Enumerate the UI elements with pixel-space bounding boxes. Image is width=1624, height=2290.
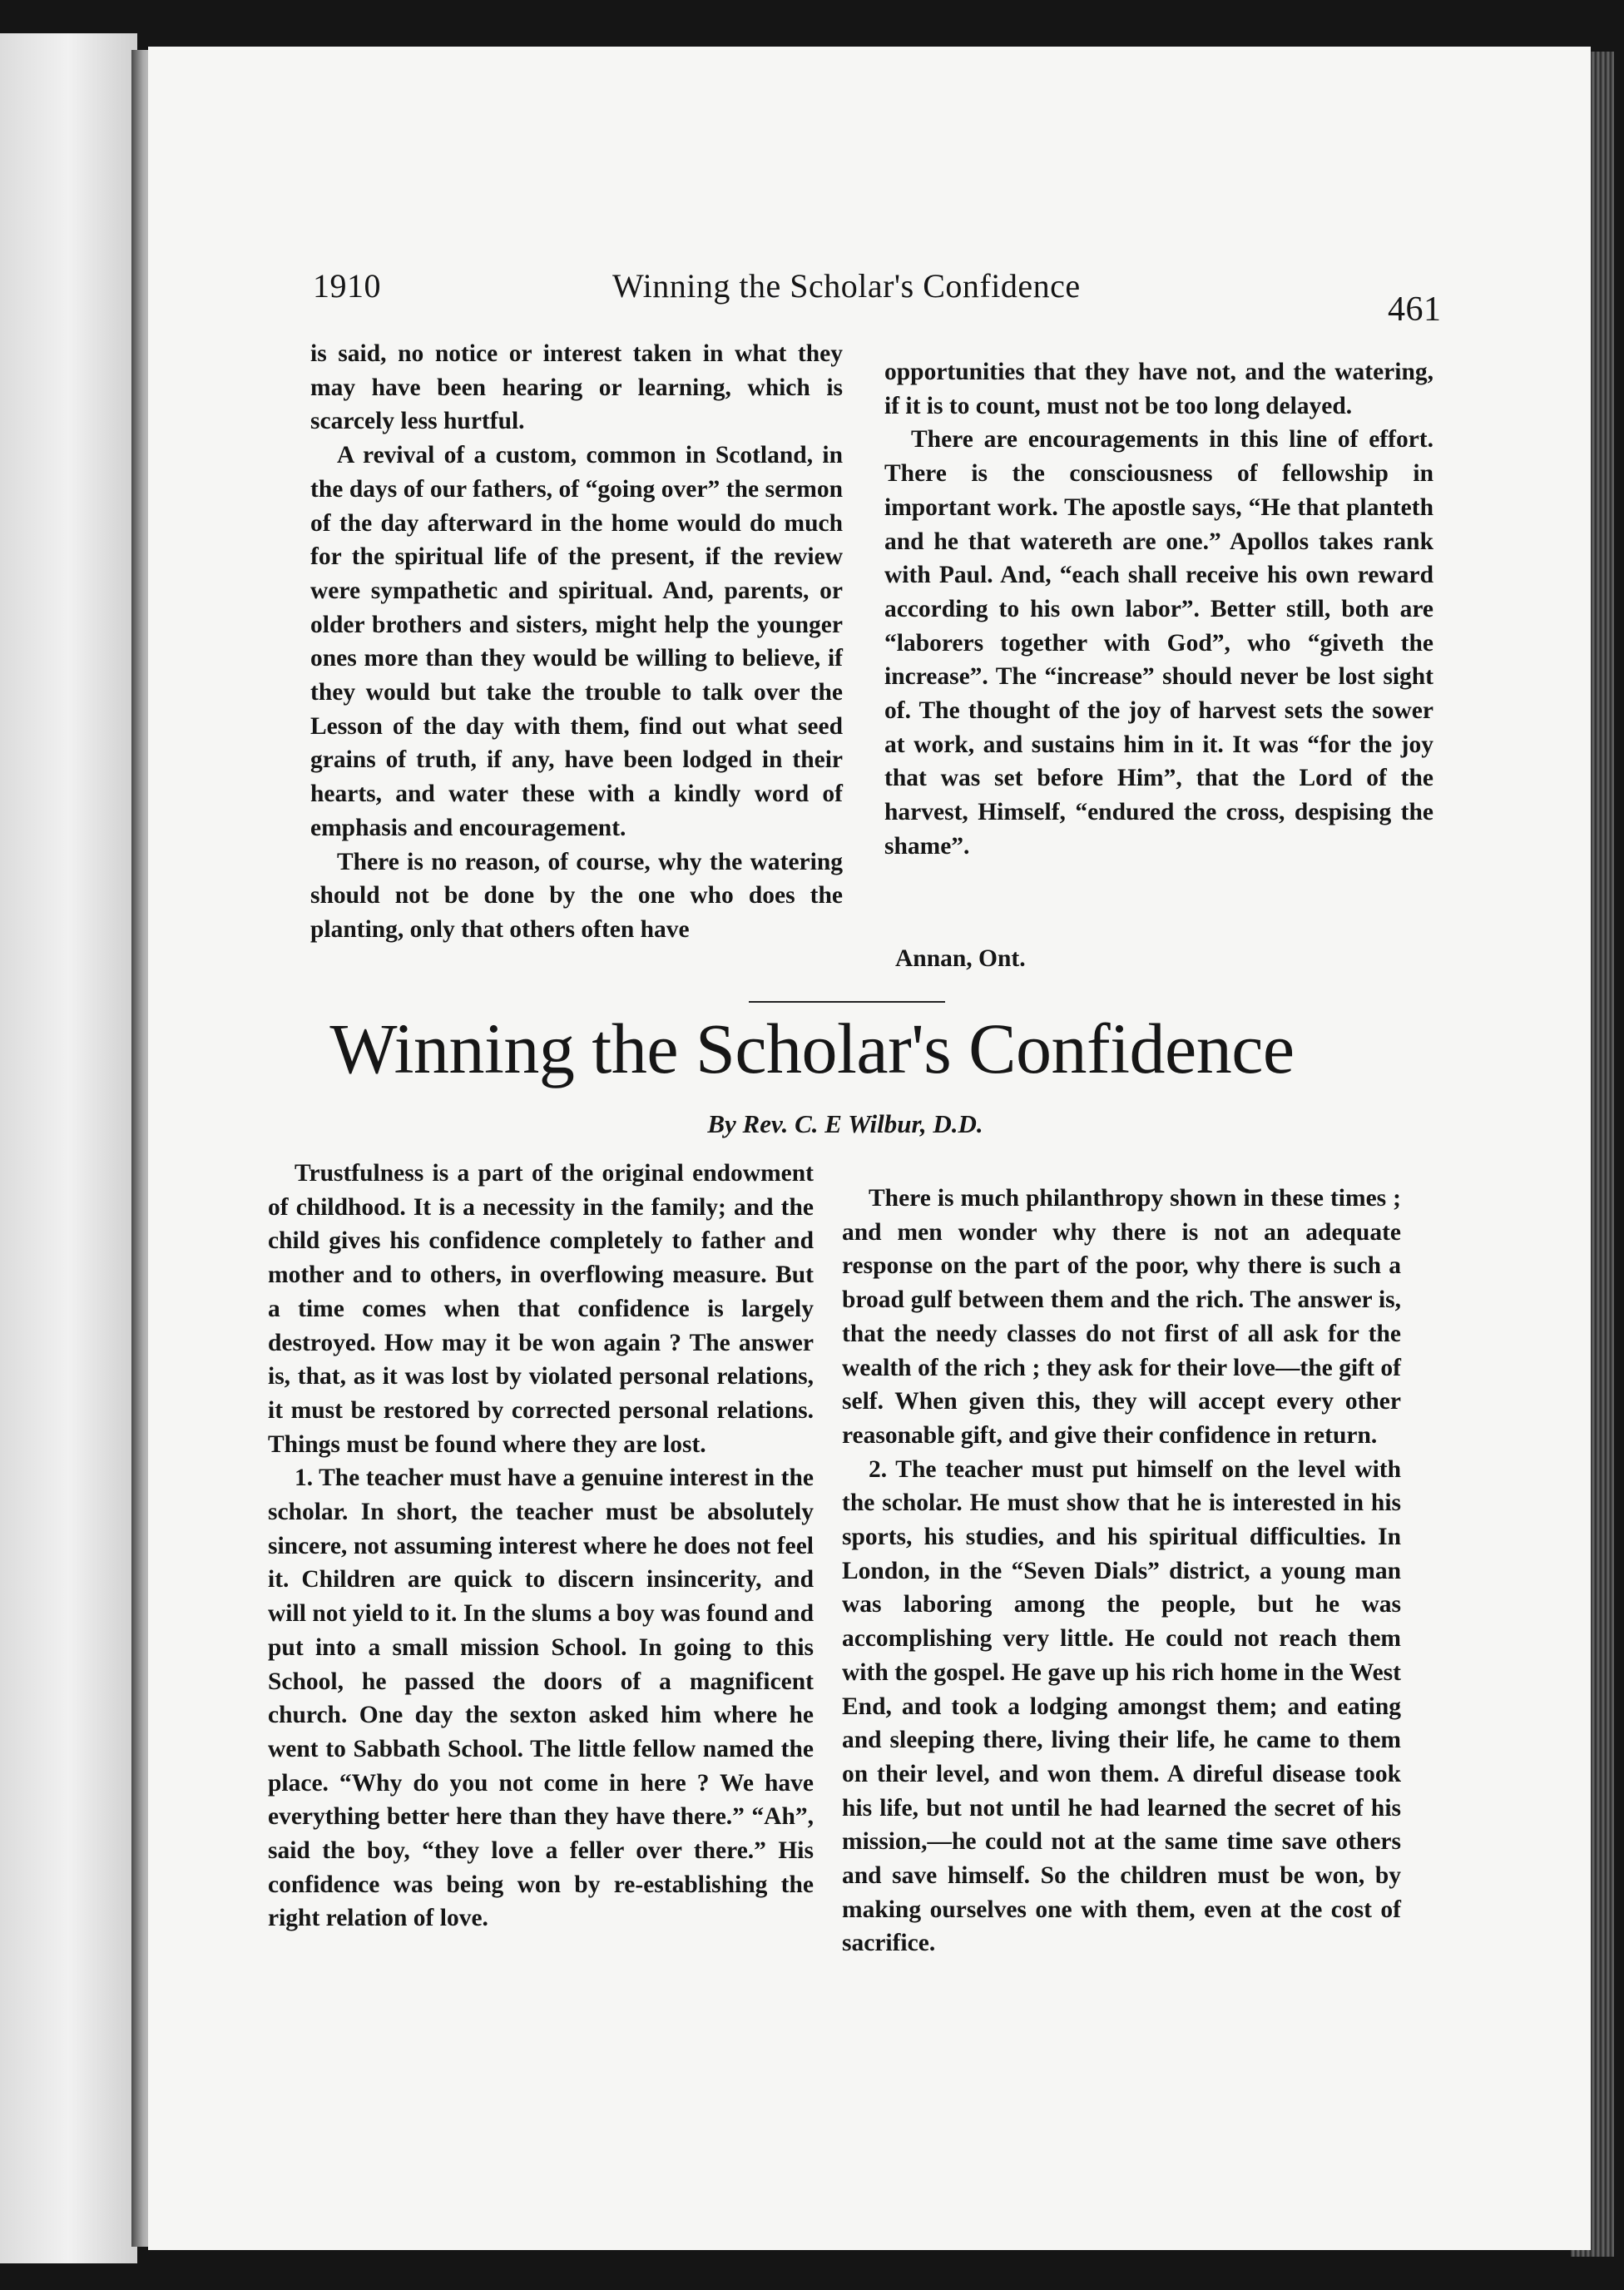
paragraph: 2. The teacher must put himself on the level with the scholar. He must show that he is interested in his sports, his studies, and his spiritual difficulties. In London, in the “Seven Dials” district, a young man was laboring among the people, but he was accomplishing very little. He could not reach them with the gospel. He gave up his rich home in the West End, and took a lodging amongst them; and eating and sleeping there, living their life, he came to them on their level, and won them. A direful disease took his life, but not until he had learned the secret of his mission,—he could not at the same time save others and save himself. So the children must be won, by making ourselves one with them, even at the cost of sacrifice. [842, 1455, 1401, 1957]
header-page-number: 461 [1388, 290, 1442, 329]
paragraph: A revival of a custom, common in Scotland, in the days of our fathers, of “going over” the sermon of the day afterward in the home would do much for the spiritual life of the present, if the review were sympathetic and spiritual. And, parents, or older brothers and sisters, might help the younger ones more than they would be willing to believe, if they would but take the trouble to talk over the Lesson of the day with them, find out what seed grains of truth, if any, have been lodged in their hearts, and water these with a kindly word of emphasis and encouragement. [310, 442, 843, 841]
header-year: 1910 [313, 267, 381, 305]
paragraph: is said, no notice or interest taken in what they may have been hearing or learning, which is scarcely less hurtful. [310, 340, 843, 435]
article-title: Winning the Scholar's Confidence [329, 1009, 1295, 1088]
article-left-column [268, 1157, 814, 1936]
byline: By Rev. C. E Wilbur, D.D. [707, 1109, 983, 1138]
signature: Annan, Ont. [895, 945, 1026, 972]
article-right-column [842, 1182, 1401, 1960]
paragraph: There is much philanthropy shown in these times ; and men wonder why there is not an adequate response on the part of the poor, why there is such a broad gulf between them and the rich. The answer is, that the needy classes do not first of all ask for the wealth of the rich ; they ask for their love—the gift of self. When given this, they will accept every other reasonable gift, and give their confidence in return. [842, 1185, 1401, 1449]
paragraph: opportunities that they have not, and the watering, if it is to count, must not be too long delayed. [884, 359, 1433, 419]
paragraph: Trustfulness is a part of the original endowment of childhood. It is a necessity in the family; and the child gives his confidence completely to father and mother and to others, in overflowing measure. But a time comes when that confidence is largely destroyed. How may it be won again ? The answer is, that, as it was lost by violated personal relations, it must be restored by corrected personal relations. Things must be found where they are lost. [268, 1160, 814, 1458]
divider-rule [749, 1001, 945, 1003]
paragraph: 1. The teacher must have a genuine interest in the scholar. In short, the teacher must be absolutely sincere, not assuming interest where he does not feel it. Children are quick to discern insincerity, and will not yield to it. In the slums a boy was found and put into a small mission School. In going to this School, he passed the doors of a magnificent church. One day the sexton asked him where he went to Sabbath School. The little fellow named the place. “Why do you not come in here ? We have everything better here than they have there.” “Ah”, said the boy, “they love a feller over there.” His confidence was being won by re-establishing the right relation of love. [268, 1465, 814, 1932]
continued-left-column [310, 337, 843, 947]
facing-page [0, 33, 137, 2263]
continued-right-column [884, 355, 1433, 864]
header-running-title: Winning the Scholar's Confidence [612, 267, 1081, 305]
paragraph: There is no reason, of course, why the watering should not be done by the one who does the planting, only that others often have [310, 848, 843, 943]
paragraph: There are encouragements in this line of effort. There is the consciousness of fellowship in important work. The apostle says, “He that planteth and he that watereth are one.” Apollos takes rank with Paul. And, “each shall receive his own reward according to his own labor”. Better still, both are “laborers together with God”, who “giveth the increase”. The “increase” should never be lost sight of. The thought of the joy of harvest sets the sower at work, and sustains him in it. It was “for the joy that was set before Him”, that the Lord of the harvest, Himself, “endured the cross, despising the shame”. [884, 426, 1433, 860]
